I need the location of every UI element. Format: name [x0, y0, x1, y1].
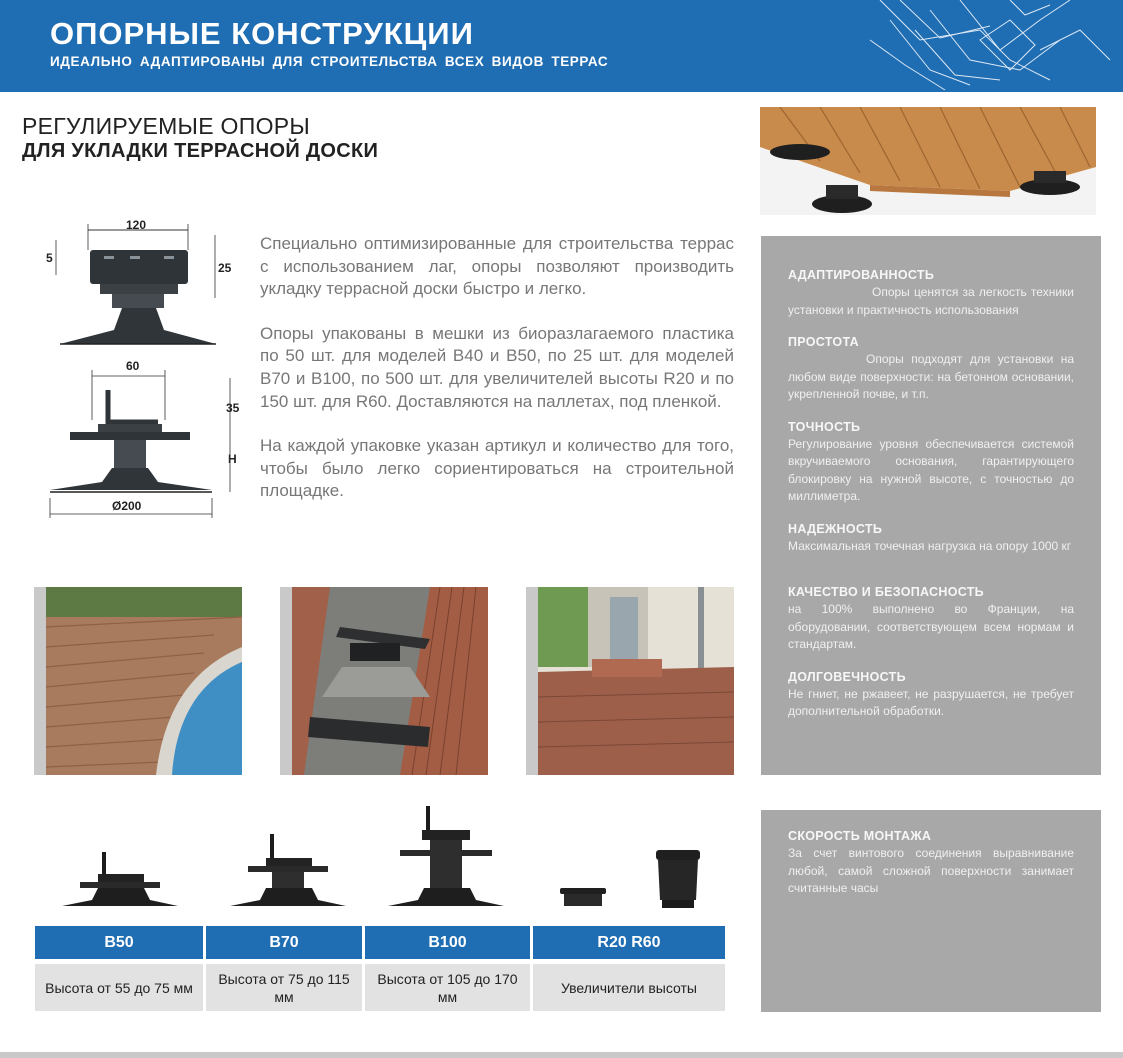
photo-house-terrace: [526, 587, 734, 775]
feature-text: Не гниет, не ржавеет, не разрушается, не требует дополнительной обработки.: [788, 686, 1074, 718]
product-name-r20-r60: R20 R60: [533, 926, 725, 959]
support-dimension-diagram: [40, 210, 240, 530]
section-subtitle: ДЛЯ УКЛАДКИ ТЕРРАСНОЙ ДОСКИ: [22, 140, 379, 162]
feature-text: на 100% выполнено во Франции, на оборудовании, соответствующем всем нормам и стандартам.: [788, 602, 1074, 651]
description-p2: Опоры упакованы в мешки из биоразлагаемого пластика по 50 шт. для моделей B40 и B50, по 25 шт. для моделей B70 и B100, по 500 шт. для увеличителей высоты R20 и по 150 шт. для R60. Доставляются на паллетах, под пленкой.: [260, 323, 734, 411]
feature-item: [788, 420, 1074, 506]
section-title: РЕГУЛИРУЕМЫЕ ОПОРЫ: [22, 113, 311, 139]
dim-height-label: H: [228, 452, 237, 466]
feature-title: ДОЛГОВЕЧНОСТЬ: [788, 669, 906, 684]
photo-deck-on-pedestals: [760, 107, 1096, 215]
product-b50-image: [58, 800, 182, 912]
product-desc-b50: Высота от 55 до 75 мм: [35, 964, 203, 1011]
dim-base: Ø200: [112, 499, 142, 513]
product-desc-b70: Высота от 75 до 115 мм: [206, 964, 362, 1011]
dim-right-bottom: 35: [226, 401, 240, 415]
header-banner: [0, 0, 1123, 92]
page-subtitle: ИДЕАЛЬНО АДАПТИРОВАНЫ ДЛЯ СТРОИТЕЛЬСТВА ВСЕХ ВИДОВ ТЕРРАС: [50, 54, 609, 69]
product-r20-r60-image: [548, 800, 718, 912]
speed-text: За счет винтового соединения выравнивание любой, самой сложной поверхности занимает считанные часы: [788, 846, 1074, 895]
speed-panel: [761, 810, 1101, 1012]
feature-title: НАДЕЖНОСТЬ: [788, 521, 883, 536]
speed-title: СКОРОСТЬ МОНТАЖА: [788, 829, 932, 843]
feature-item: [788, 670, 1074, 721]
feature-text: Опоры ценятся за легкость техники установки и практичность использования: [788, 285, 1074, 317]
features-panel: [761, 236, 1101, 775]
dim-width-top: 120: [126, 218, 147, 232]
product-name-b70: B70: [206, 926, 362, 959]
dim-left-top: 5: [46, 251, 53, 265]
feature-title: АДАПТИРОВАННОСТЬ: [788, 268, 935, 282]
feature-text: Максимальная точечная нагрузка на опору 1000 кг: [788, 538, 1072, 553]
description-p1: Специально оптимизированные для строительства террас с использованием лаг, опоры позволяют производить укладку террасной доски быстро и легко.: [260, 234, 734, 299]
bottom-divider: [0, 1052, 1123, 1058]
product-b100-image: [384, 800, 508, 912]
feature-title: КАЧЕСТВО И БЕЗОПАСНОСТЬ: [788, 585, 984, 599]
feature-item: [788, 585, 1074, 654]
feature-text: Регулирование уровня обеспечивается системой вкручиваемого основания, гарантирующего блокировку на нужной высоте, с точностью до миллиметра.: [788, 436, 1074, 503]
feature-item: [788, 522, 1074, 556]
feature-item: [788, 268, 1074, 319]
feature-text: Опоры подходят для установки на любом виде поверхности: на бетонном основании, укрепленной почве, и т.п.: [788, 352, 1074, 401]
feature-item: [788, 335, 1074, 404]
photo-pool-deck: [34, 587, 242, 775]
product-desc-r20-r60: Увеличители высоты: [533, 964, 725, 1011]
blueprint-sketch-icon: [860, 0, 1123, 92]
dim-width-bottom: 60: [126, 359, 140, 373]
description-text: [260, 233, 734, 525]
description-p3: На каждой упаковке указан артикул и количество для того, чтобы было легко сориентироваться на строительной площадке.: [260, 436, 734, 501]
product-name-b50: B50: [35, 926, 203, 959]
page-title: ОПОРНЫЕ КОНСТРУКЦИИ: [50, 16, 474, 51]
feature-title: ПРОСТОТА: [788, 335, 859, 349]
feature-title: ТОЧНОСТЬ: [788, 419, 861, 434]
dim-right-top: 25: [218, 261, 232, 275]
product-desc-b100: Высота от 105 до 170 мм: [365, 964, 530, 1011]
photo-deck-supports: [280, 587, 488, 775]
product-b70-image: [226, 800, 350, 912]
product-name-b100: B100: [365, 926, 530, 959]
